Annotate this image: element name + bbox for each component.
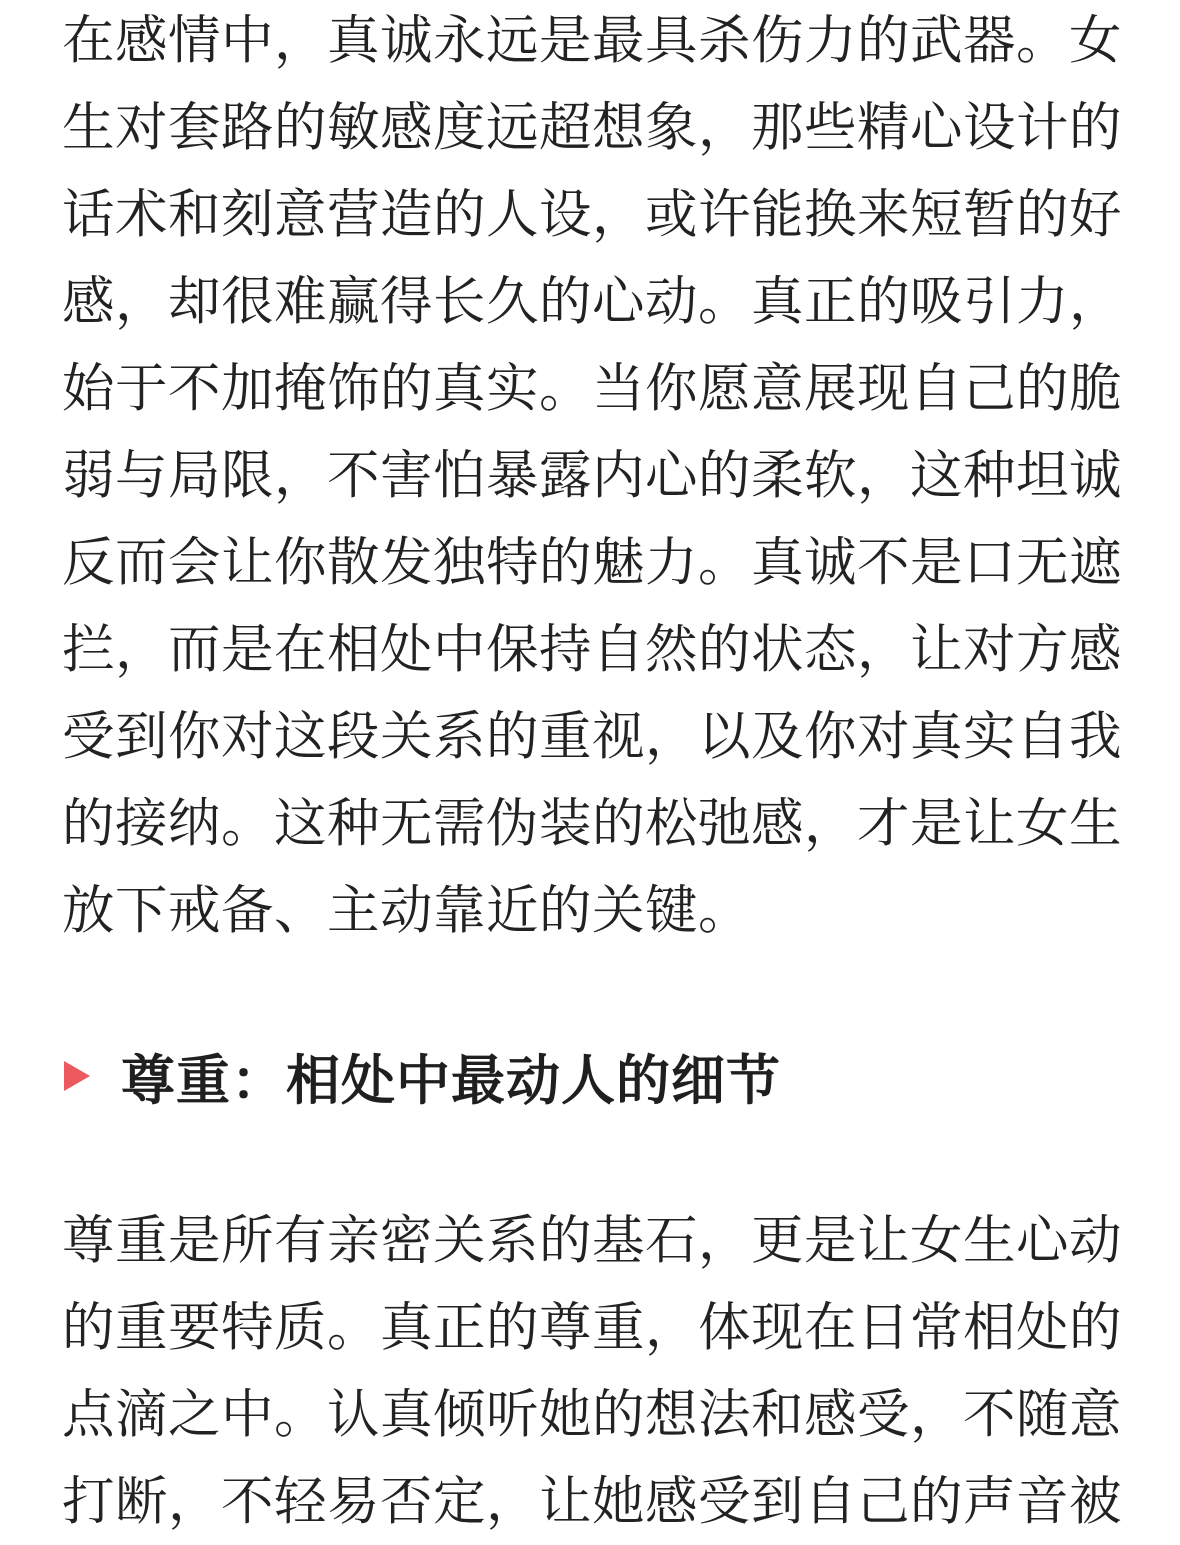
section-heading (62, 1036, 1122, 1116)
paragraph-sincerity: 在感情中，真诚永远是最具杀伤力的武器。女生对套路的敏感度远超想象，那些精心设计的话术和刻意营造的人设，或许能换来短暂的好感，却很难赢得长久的心动。真正的吸引力，始于不加掩饰的真实。当你愿意展现自己的脆弱与局限，不害怕暴露内心的柔软，这种坦诚反而会让你散发独特的魅力。真诚不是口无遮拦，而是在相处中保持自然的状态，让对方感受到你对这段关系的重视，以及你对真实自我的接纳。这种无需伪装的松弛感，才是让女生放下戒备、主动靠近的关键。 (62, 10, 1123, 941)
article-body (62, 0, 1122, 1545)
red-triangle-icon (64, 1061, 90, 1091)
section-heading-text: 尊重：相处中最动人的细节 (121, 1048, 781, 1112)
paragraph-respect: 尊重是所有亲密关系的基石，更是让女生心动的重要特质。真正的尊重，体现在日常相处的点滴之中。认真倾听她的想法和感受，不随意打断，不轻易否定，让她感受到自己的声音被 (62, 1210, 1123, 1532)
